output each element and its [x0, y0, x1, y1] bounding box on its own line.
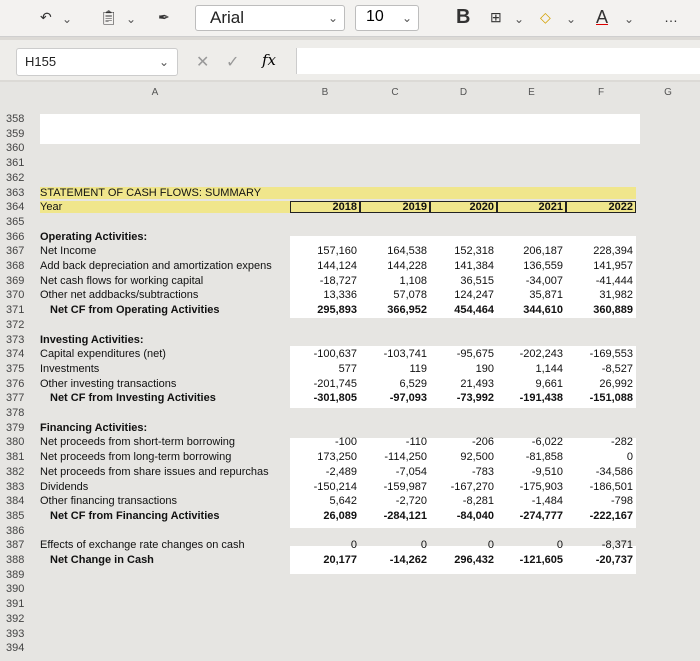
row-number: 394	[6, 642, 25, 654]
cell-c370[interactable]: 57,078	[393, 289, 427, 301]
row-number: 383	[6, 481, 25, 493]
row-label: Financing Activities:	[40, 423, 148, 434]
cell-c369[interactable]: 1,108	[399, 275, 427, 287]
cell-c368[interactable]: 144,228	[387, 260, 427, 272]
formula-bar	[0, 40, 700, 80]
row-number: 393	[6, 628, 25, 640]
font-size-select[interactable]	[355, 5, 419, 31]
row-number: 385	[6, 510, 25, 522]
row-number: 379	[6, 422, 25, 434]
cell-c371[interactable]: 366,952	[387, 304, 427, 316]
row-number: 374	[6, 348, 25, 360]
cell-e377[interactable]: -191,438	[519, 392, 563, 404]
cell-b384[interactable]: 5,642	[329, 495, 357, 507]
cell-d382[interactable]: -783	[471, 466, 494, 478]
cell-e376[interactable]: 9,661	[535, 378, 563, 390]
cell-c374[interactable]: -103,741	[383, 348, 427, 360]
cell-b375[interactable]: 577	[338, 363, 357, 375]
cell-b385[interactable]: 26,089	[323, 510, 357, 522]
cell-e385[interactable]: -274,777	[519, 510, 563, 522]
chevron-down-icon: ⌄	[401, 11, 412, 25]
cell-b376[interactable]: -201,745	[313, 378, 357, 390]
row-number: 390	[6, 583, 25, 595]
borders-dropdown-icon[interactable]: ⌄	[514, 12, 525, 26]
row-number: 363	[6, 187, 25, 199]
cell-b380[interactable]: -100	[334, 436, 357, 448]
cell-b377[interactable]: -301,805	[313, 392, 357, 404]
cell-e368[interactable]: 136,559	[523, 260, 563, 272]
row-label: Other financing transactions	[40, 496, 177, 507]
row-label: Other investing transactions	[40, 379, 177, 390]
fill-color-dropdown-icon[interactable]: ⌄	[566, 12, 577, 26]
cell-e381[interactable]: -81,858	[525, 451, 563, 463]
cell-c381[interactable]: -114,250	[384, 451, 427, 463]
bold-button[interactable]: B	[456, 6, 471, 28]
cell-e364[interactable]: 2021	[538, 201, 563, 213]
row-label: Net cash flows for working capital	[40, 276, 204, 287]
format-painter-icon[interactable]: ✒	[158, 9, 170, 25]
row-number: 391	[6, 598, 25, 610]
row-label: Net CF from Operating Activities	[50, 305, 220, 316]
row-number: 376	[6, 378, 25, 390]
column-header-f[interactable]: F	[597, 87, 605, 98]
cell-d383[interactable]: -167,270	[450, 481, 494, 493]
row-number: 388	[6, 554, 25, 566]
cell-e387[interactable]: 0	[556, 539, 563, 551]
font-color-icon[interactable]: A	[596, 7, 609, 27]
cell-e367[interactable]: 206,187	[523, 245, 563, 257]
cell-e383[interactable]: -175,903	[519, 481, 563, 493]
cell-f380[interactable]: -282	[610, 436, 633, 448]
cell-f383[interactable]: -186,501	[589, 481, 633, 493]
cell-f370[interactable]: 31,982	[599, 289, 633, 301]
cell-d371[interactable]: 454,464	[454, 304, 494, 316]
cell-e375[interactable]: 1,144	[535, 363, 563, 375]
undo-icon[interactable]: ↶	[40, 9, 52, 25]
cell-f382[interactable]: -34,586	[595, 466, 633, 478]
row-number: 392	[6, 613, 25, 625]
row-label: Investing Activities:	[40, 335, 144, 346]
cell-c385[interactable]: -284,121	[383, 510, 427, 522]
row-number: 378	[6, 407, 25, 419]
cell-d364[interactable]: 2020	[469, 201, 494, 213]
cell-b381[interactable]: 173,250	[317, 451, 357, 463]
cell-b369[interactable]: -18,727	[319, 275, 357, 287]
cell-c383[interactable]: -159,987	[383, 481, 427, 493]
cell-f374[interactable]: -169,553	[589, 348, 633, 360]
cell-c388[interactable]: -14,262	[389, 554, 427, 566]
row-label: Add back depreciation and amortization expens	[40, 261, 272, 272]
row-number: 364	[6, 201, 25, 213]
name-box-value: H155	[25, 54, 57, 69]
cell-b368[interactable]: 144,124	[317, 260, 357, 272]
cell-d387[interactable]: 0	[487, 539, 494, 551]
cell-f384[interactable]: -798	[610, 495, 633, 507]
function-icon[interactable]: fx	[262, 51, 277, 69]
paste-icon[interactable]: 📋︎	[100, 9, 118, 25]
cell-e369[interactable]: -34,007	[525, 275, 563, 287]
column-header-d[interactable]: D	[459, 87, 468, 98]
cell-b364[interactable]: 2018	[332, 201, 357, 213]
cell-f371[interactable]: 360,889	[593, 304, 633, 316]
font-name-value: Arial	[210, 8, 245, 27]
cell-b388[interactable]: 20,177	[323, 554, 357, 566]
cell-d368[interactable]: 141,384	[454, 260, 494, 272]
cell-f369[interactable]: -41,444	[595, 275, 633, 287]
cell-b382[interactable]: -2,489	[325, 466, 357, 478]
cell-d375[interactable]: 190	[475, 363, 494, 375]
cell-d377[interactable]: -73,992	[456, 392, 494, 404]
row-number: 367	[6, 245, 25, 257]
row-number: 384	[6, 495, 25, 507]
cancel-icon[interactable]: ✕	[196, 54, 210, 71]
row-label: Year	[40, 202, 63, 213]
cell-c367[interactable]: 164,538	[387, 245, 427, 257]
cell-c382[interactable]: -7,054	[395, 466, 427, 478]
cell-b371[interactable]: 295,893	[317, 304, 357, 316]
cell-f368[interactable]: 141,957	[593, 260, 633, 272]
name-box[interactable]	[16, 48, 178, 76]
cell-d370[interactable]: 124,247	[454, 289, 494, 301]
row-label: Effects of exchange rate changes on cash	[40, 540, 245, 551]
row-label: Capital expenditures (net)	[40, 349, 166, 360]
row-label: Net Change in Cash	[50, 555, 154, 566]
cell-d367[interactable]: 152,318	[454, 245, 494, 257]
row-number: 389	[6, 569, 25, 581]
row-number: 365	[6, 216, 25, 228]
cell-c377[interactable]: -97,093	[389, 392, 427, 404]
column-header-g[interactable]: G	[664, 87, 672, 98]
row-number: 368	[6, 260, 25, 272]
cell-c384[interactable]: -2,720	[395, 495, 427, 507]
row-number: 382	[6, 466, 25, 478]
column-header-b[interactable]: B	[321, 87, 329, 98]
row-number: 359	[6, 128, 25, 140]
cell-e384[interactable]: -1,484	[531, 495, 563, 507]
cell-b387[interactable]: 0	[350, 539, 357, 551]
row-number: 362	[6, 172, 25, 184]
row-number: 360	[6, 142, 25, 154]
font-size-value: 10	[366, 8, 384, 25]
borders-icon[interactable]: ⊞	[490, 9, 502, 25]
cell-f387[interactable]: -8,371	[601, 539, 633, 551]
cell-e374[interactable]: -202,243	[519, 348, 563, 360]
formula-input[interactable]	[296, 48, 700, 74]
cell-b370[interactable]: 13,336	[323, 289, 357, 301]
cell-b374[interactable]: -100,637	[313, 348, 357, 360]
row-number: 358	[6, 113, 25, 125]
cell-e370[interactable]: 35,871	[529, 289, 563, 301]
row-label: Net proceeds from share issues and repurchas	[40, 467, 269, 478]
cell-f367[interactable]: 228,394	[593, 245, 633, 257]
cell-f375[interactable]: -8,527	[601, 363, 633, 375]
cell-d376[interactable]: 21,493	[460, 378, 494, 390]
cell-f385[interactable]: -222,167	[589, 510, 633, 522]
row-label: Operating Activities:	[40, 232, 148, 243]
row-number: 373	[6, 334, 25, 346]
row-label: Net CF from Investing Activities	[50, 393, 216, 404]
chevron-down-icon: ⌄	[327, 11, 338, 25]
font-color-dropdown-icon[interactable]: ⌄	[624, 12, 635, 26]
row-label: Net proceeds from long-term borrowing	[40, 452, 232, 463]
cell-e388[interactable]: -121,605	[519, 554, 563, 566]
cell-d388[interactable]: 296,432	[454, 554, 494, 566]
cell-d380[interactable]: -206	[471, 436, 494, 448]
cell-f377[interactable]: -151,088	[589, 392, 633, 404]
column-header-a[interactable]: A	[151, 87, 159, 98]
column-header-e[interactable]: E	[528, 87, 535, 98]
cell-b367[interactable]: 157,160	[317, 245, 357, 257]
column-header-c[interactable]: C	[391, 87, 399, 98]
row-number: 377	[6, 392, 25, 404]
row-label: Investments	[40, 364, 100, 375]
chevron-down-icon: ⌄	[158, 55, 169, 69]
row-label: Other net addbacks/subtractions	[40, 290, 199, 301]
cell-d374[interactable]: -95,675	[456, 348, 494, 360]
font-name-select[interactable]	[195, 5, 345, 31]
cell-e380[interactable]: -6,022	[531, 436, 563, 448]
row-number: 380	[6, 436, 25, 448]
cell-c375[interactable]: 119	[409, 363, 427, 375]
cell-c387[interactable]: 0	[420, 539, 427, 551]
data-range	[40, 114, 640, 144]
more-options-icon[interactable]: …	[664, 9, 678, 25]
cell-f376[interactable]: 26,992	[599, 378, 633, 390]
row-number: 366	[6, 231, 25, 243]
row-label: STATEMENT OF CASH FLOWS: SUMMARY	[40, 188, 262, 199]
cell-c364[interactable]: 2019	[402, 201, 427, 213]
row-number: 372	[6, 319, 25, 331]
row-label: Dividends	[40, 482, 89, 493]
cell-e371[interactable]: 344,610	[523, 304, 563, 316]
row-label: Net proceeds from short-term borrowing	[40, 437, 236, 448]
cell-d384[interactable]: -8,281	[462, 495, 494, 507]
paste-dropdown-icon[interactable]: ⌄	[126, 12, 137, 26]
row-number: 369	[6, 275, 25, 287]
row-number: 386	[6, 525, 25, 537]
cell-d381[interactable]: 92,500	[460, 451, 494, 463]
ribbon-toolbar	[0, 0, 700, 37]
cell-f364[interactable]: 2022	[608, 201, 633, 213]
cell-d369[interactable]: 36,515	[460, 275, 494, 287]
cell-c376[interactable]: 6,529	[399, 378, 427, 390]
undo-dropdown-icon[interactable]: ⌄	[62, 12, 73, 26]
row-number: 381	[6, 451, 25, 463]
row-number: 387	[6, 539, 25, 551]
fill-color-icon[interactable]: ◇	[540, 9, 551, 25]
confirm-icon[interactable]: ✓	[226, 54, 240, 71]
row-label: Net Income	[40, 246, 97, 257]
row-number: 370	[6, 289, 25, 301]
cell-f388[interactable]: -20,737	[595, 554, 633, 566]
row-label: Net CF from Financing Activities	[50, 511, 220, 522]
cell-d385[interactable]: -84,040	[456, 510, 494, 522]
row-number: 361	[6, 157, 25, 169]
cell-c380[interactable]: -110	[405, 436, 427, 448]
row-number: 375	[6, 363, 25, 375]
cell-b383[interactable]: -150,214	[313, 481, 357, 493]
cell-e382[interactable]: -9,510	[531, 466, 563, 478]
row-number: 371	[6, 304, 25, 316]
cell-f381[interactable]: 0	[626, 451, 633, 463]
